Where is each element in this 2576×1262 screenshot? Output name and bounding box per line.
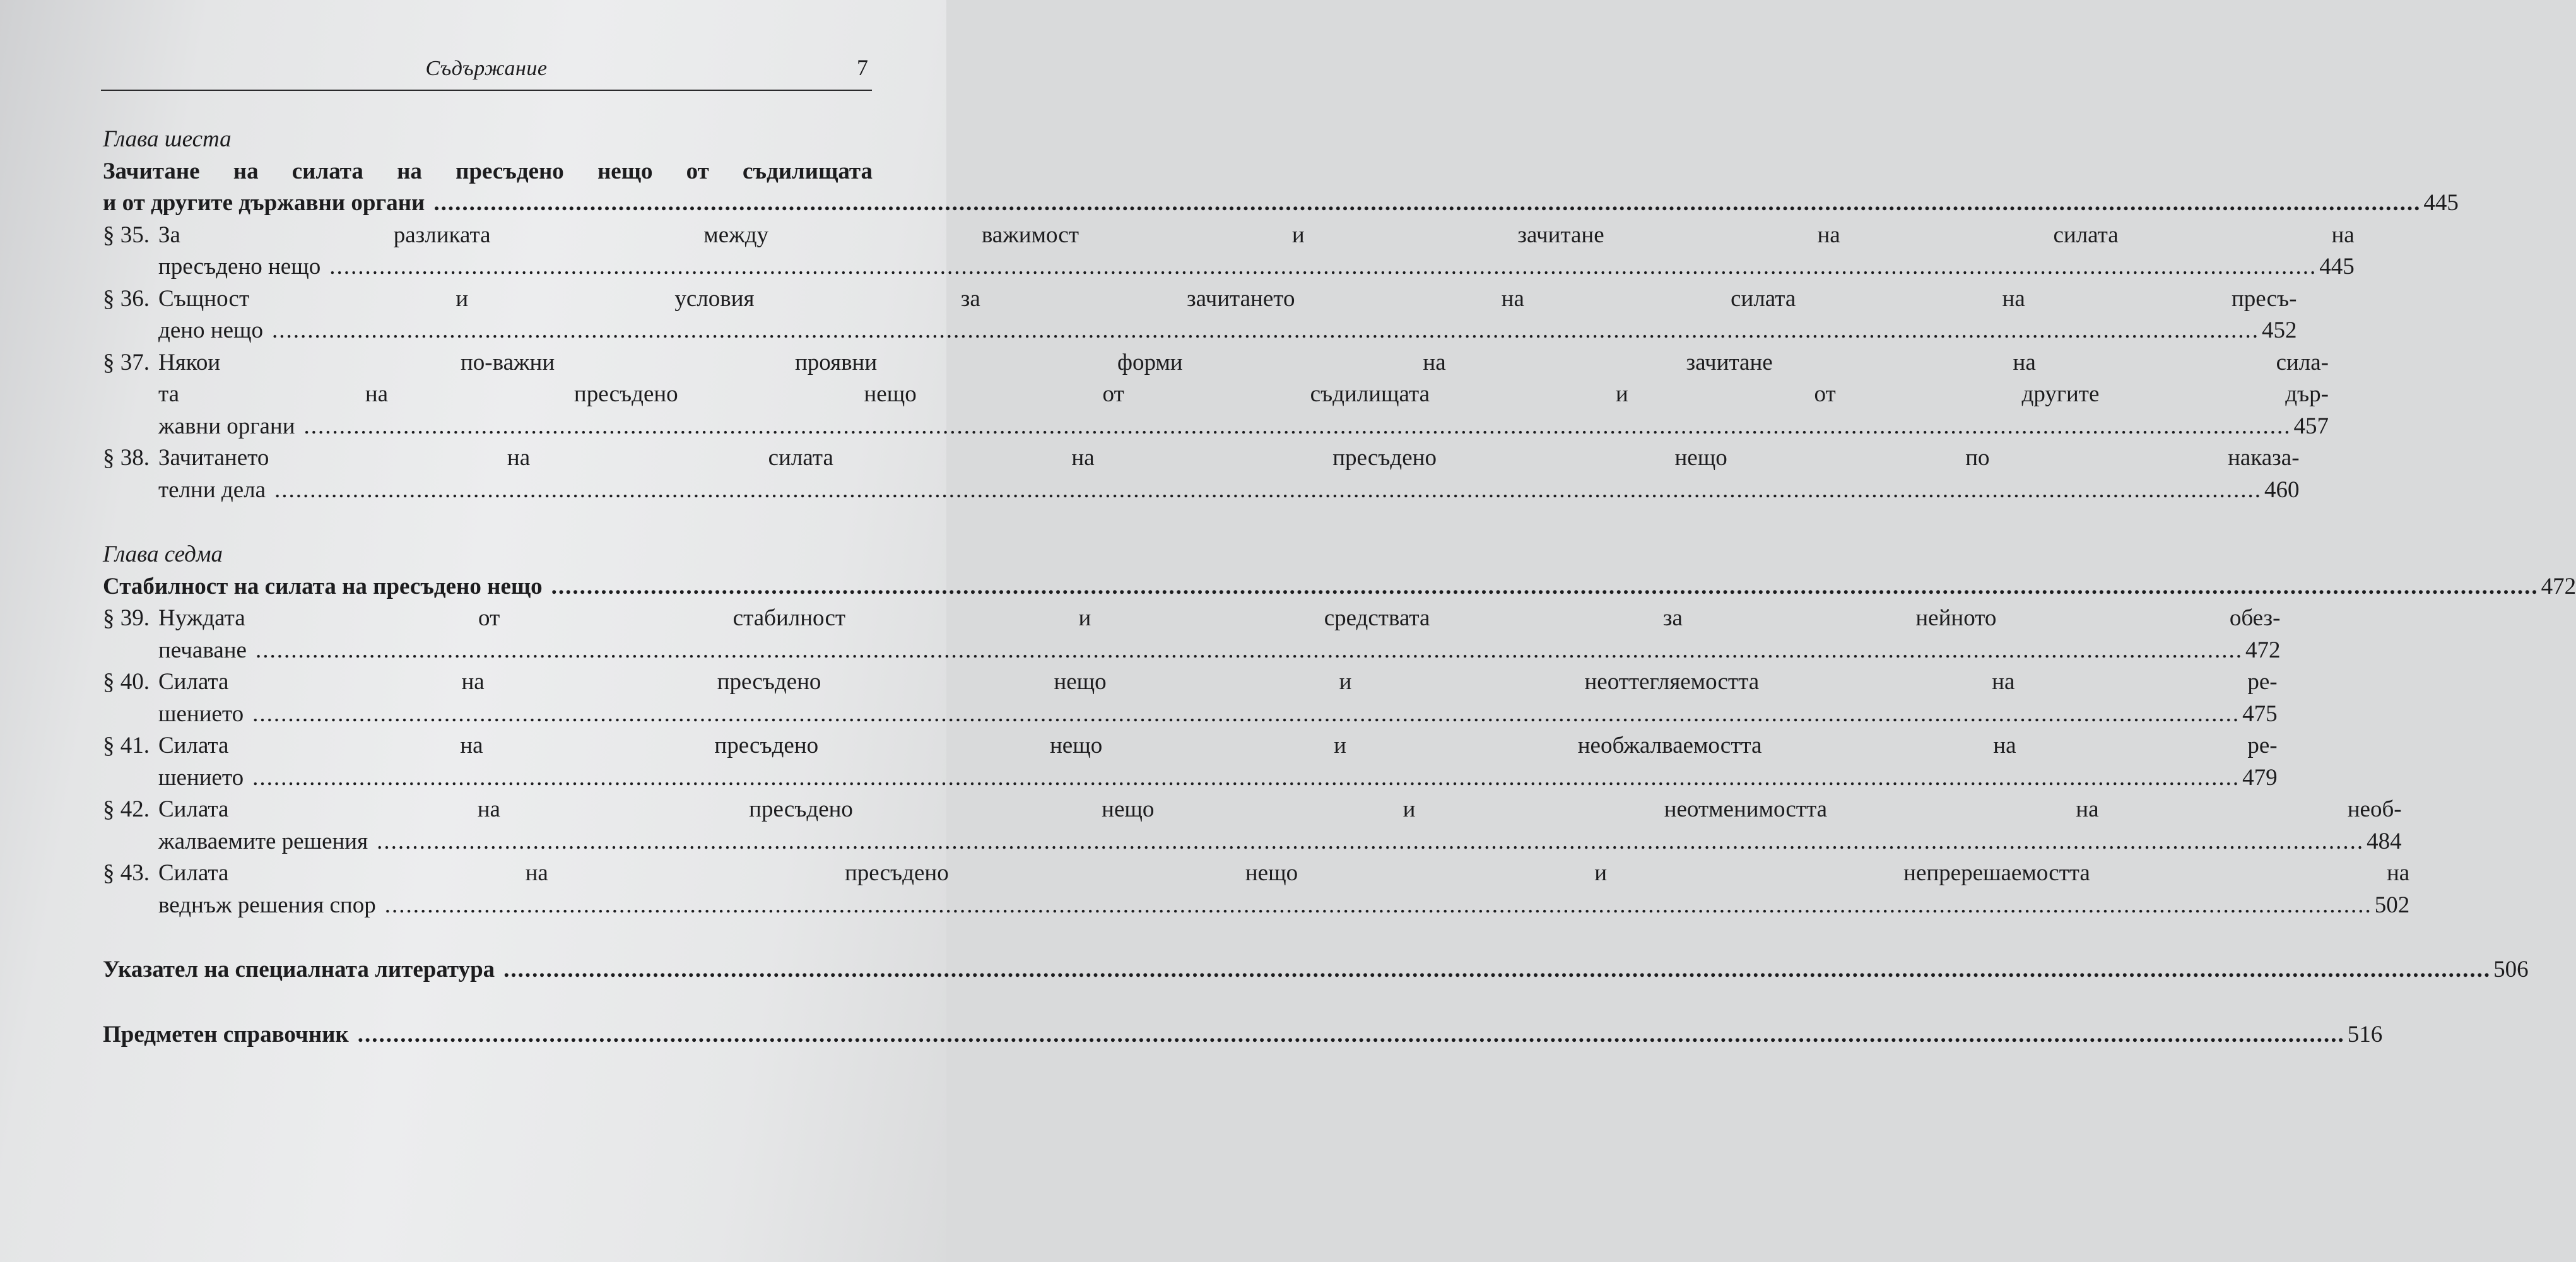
section-title-line: дено нещо bbox=[158, 317, 264, 343]
leader-dots bbox=[256, 635, 2243, 667]
section-title-line: Силата на пресъдено нещо и неотменимостта на необ- bbox=[158, 796, 2402, 822]
section-title-line: Зачитането на силата на пресъдено нещо по наказа- bbox=[158, 445, 2300, 471]
toc-entry[interactable] bbox=[103, 571, 2576, 603]
leader-dots bbox=[274, 475, 2262, 507]
chapter-title-line: Стабилност на силата на пресъдено нещо bbox=[103, 573, 543, 599]
leader-dots bbox=[503, 954, 2491, 986]
toc-section[interactable] bbox=[103, 347, 2329, 443]
leader-dots bbox=[272, 315, 2259, 347]
toc-entry-subject-index[interactable] bbox=[103, 1019, 2383, 1051]
running-header bbox=[101, 56, 872, 91]
toc-page-number: 452 bbox=[2262, 317, 2297, 343]
running-title: Съдържание bbox=[425, 57, 548, 80]
leader-dots bbox=[329, 251, 2317, 283]
section-number: § 41. bbox=[103, 733, 150, 758]
section-number: § 39. bbox=[103, 605, 150, 631]
toc-entry-bibliography[interactable] bbox=[103, 954, 2529, 986]
toc-page-number: 472 bbox=[2245, 637, 2281, 663]
back-matter-title: Указател на специалната литература bbox=[103, 957, 495, 982]
toc-section[interactable] bbox=[103, 730, 2278, 794]
leader-dots bbox=[551, 571, 2539, 603]
chapter-title-line: Зачитане на силата на пресъдено нещо от съдилищата bbox=[103, 158, 873, 184]
section-number: § 40. bbox=[103, 669, 150, 695]
leader-dots bbox=[252, 762, 2240, 794]
toc-page-number: 506 bbox=[2493, 957, 2529, 982]
toc-section[interactable] bbox=[103, 666, 2278, 730]
leader-dots bbox=[433, 187, 2421, 220]
chapter-label: Глава седма bbox=[103, 541, 223, 567]
toc-section[interactable] bbox=[103, 220, 2355, 283]
section-title-line: шението bbox=[158, 700, 244, 727]
toc-page-number: 484 bbox=[2367, 828, 2402, 854]
toc-section[interactable] bbox=[103, 858, 2410, 921]
toc-page-number: 460 bbox=[2264, 476, 2300, 503]
leader-dots bbox=[304, 411, 2291, 443]
section-title-line: За разликата между важимост и зачитане на силата на bbox=[158, 221, 2355, 248]
section-title-line: жалваемите решения bbox=[158, 828, 368, 854]
leader-dots bbox=[385, 890, 2372, 922]
section-title-line: жавни органи bbox=[158, 413, 295, 439]
section-number: § 37. bbox=[103, 349, 150, 375]
toc-page-number: 457 bbox=[2293, 413, 2329, 439]
chapter-label: Глава шеста bbox=[103, 126, 232, 152]
toc-page-number: 502 bbox=[2374, 892, 2410, 918]
section-title-line: Силата на пресъдено нещо и неоттегляемостта на ре- bbox=[158, 669, 2278, 695]
section-title-line: Някои по-важни проявни форми на зачитане на сила- bbox=[158, 349, 2329, 375]
section-number: § 36. bbox=[103, 285, 150, 312]
leader-dots bbox=[377, 826, 2364, 858]
toc-page-number: 445 bbox=[2319, 254, 2355, 280]
toc-section[interactable] bbox=[103, 442, 2300, 506]
toc-entry[interactable] bbox=[103, 187, 2459, 220]
page-number: 7 bbox=[857, 55, 868, 80]
leader-dots bbox=[358, 1019, 2345, 1051]
section-title-line: шението bbox=[158, 764, 244, 791]
section-title-line: Силата на пресъдено нещо и необжалваемостта на ре- bbox=[158, 733, 2278, 758]
section-title-line: пресъдено нещо bbox=[158, 254, 321, 280]
toc-page-number: 475 bbox=[2242, 700, 2278, 727]
section-title-line: веднъж решения спор bbox=[158, 892, 376, 918]
section-title-line: телни дела bbox=[158, 476, 266, 503]
toc-page-number: 479 bbox=[2242, 764, 2278, 791]
toc-page-number: 445 bbox=[2423, 190, 2459, 216]
section-number: § 38. bbox=[103, 445, 150, 471]
section-number: § 42. bbox=[103, 796, 150, 822]
toc-section[interactable] bbox=[103, 283, 2297, 347]
toc-section[interactable] bbox=[103, 603, 2281, 666]
section-title-line: Същност и условия за зачитането на силата на пресъ- bbox=[158, 285, 2297, 312]
section-number: § 43. bbox=[103, 860, 150, 886]
toc-section[interactable] bbox=[103, 794, 2402, 858]
section-title-line: Силата на пресъдено нещо и непререшаемостта на bbox=[158, 860, 2410, 886]
table-of-contents bbox=[103, 124, 2576, 1051]
toc-page-number: 516 bbox=[2347, 1021, 2383, 1047]
section-title-line: Нуждата от стабилност и средствата за нейното обез- bbox=[158, 605, 2281, 631]
back-matter-title: Предметен справочник bbox=[103, 1021, 349, 1047]
toc-page-number: 472 bbox=[2541, 573, 2576, 599]
section-title-line: та на пресъдено нещо от съдилищата и от другите дър- bbox=[158, 381, 2329, 407]
leader-dots bbox=[252, 699, 2240, 731]
section-number: § 35. bbox=[103, 221, 150, 248]
section-title-line: печаване bbox=[158, 637, 247, 663]
chapter-title-line: и от другите държавни органи bbox=[103, 190, 425, 216]
